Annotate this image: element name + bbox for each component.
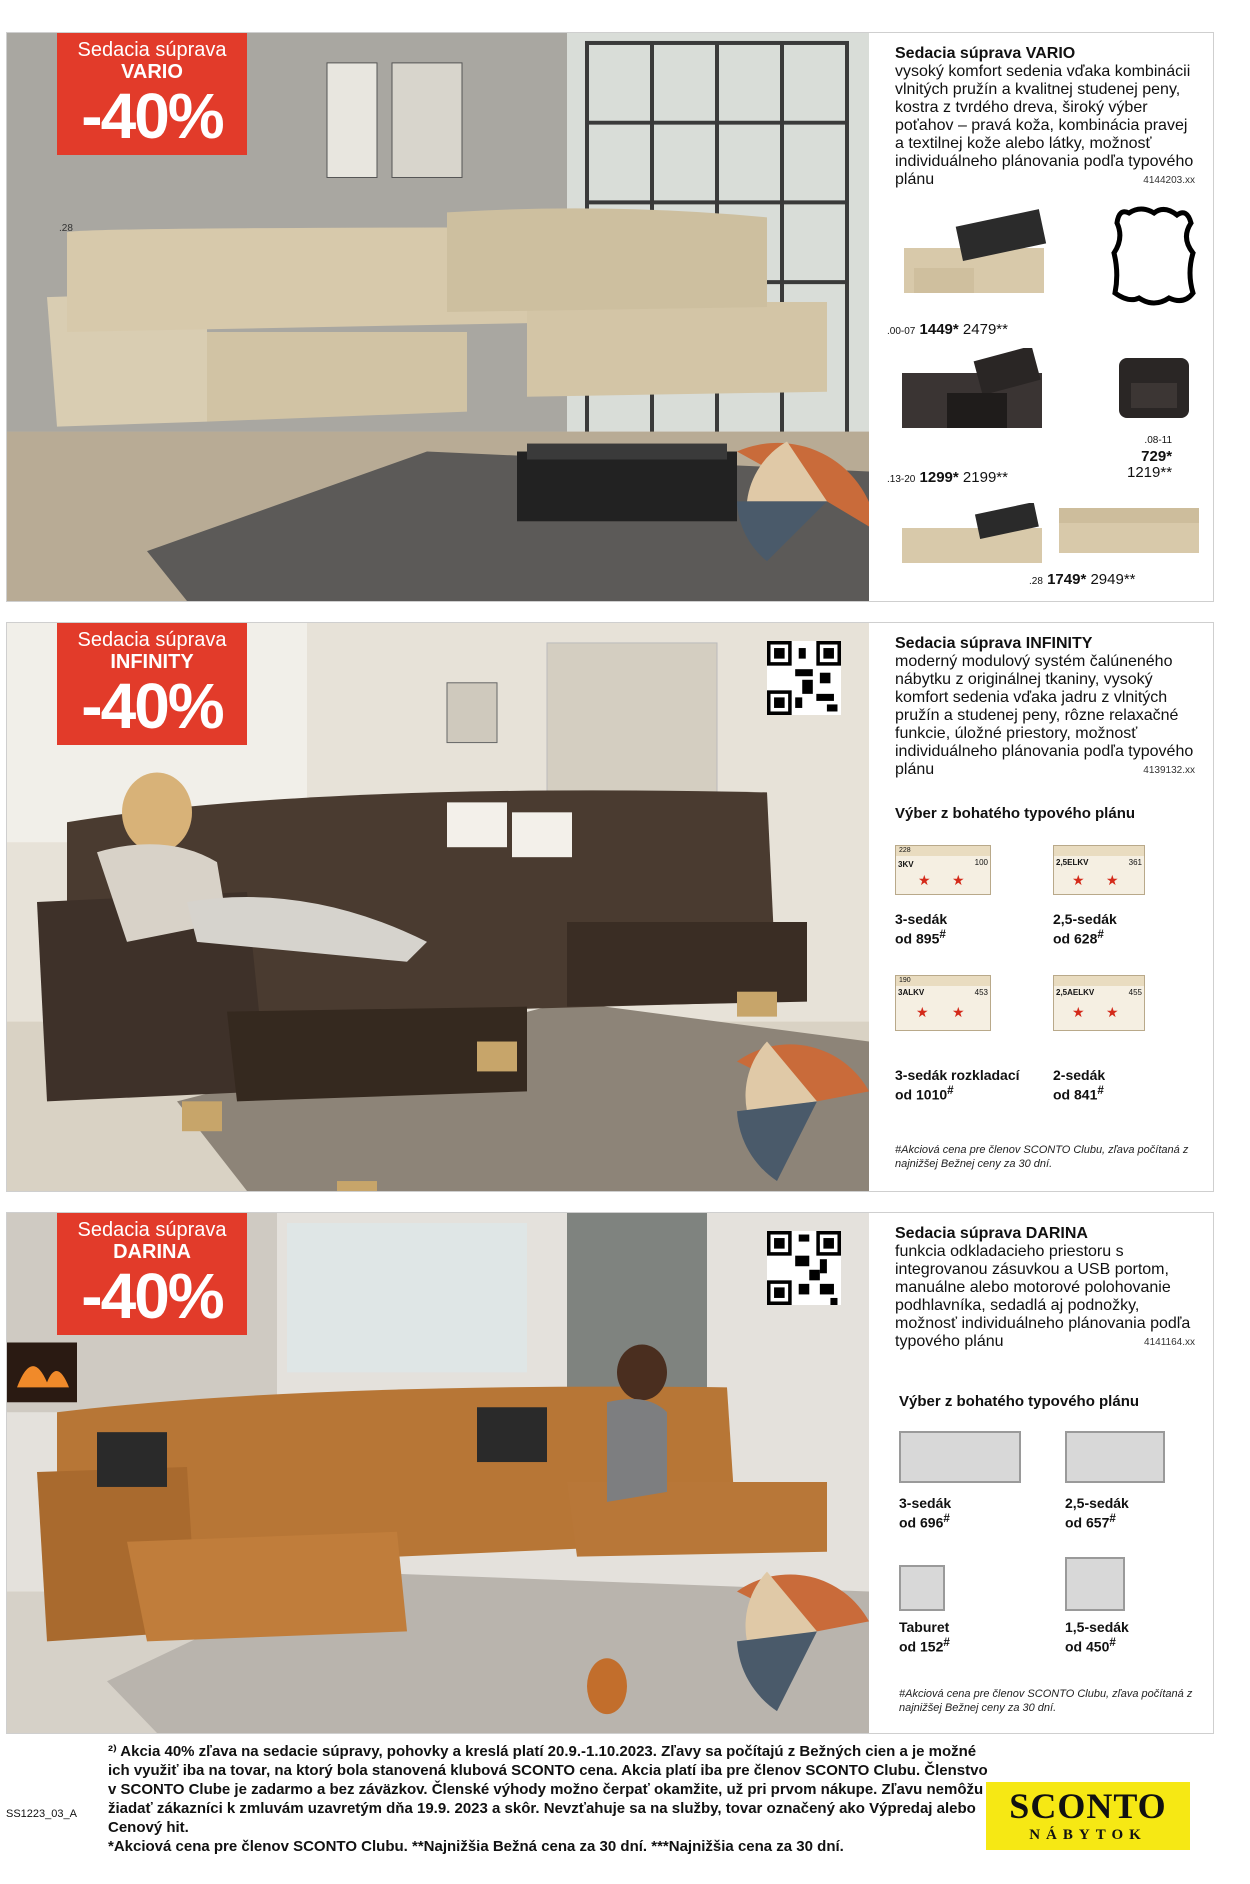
price-value: 729* bbox=[1141, 448, 1173, 465]
module-dims: 228 bbox=[899, 847, 911, 854]
badge-line2: VARIO bbox=[121, 61, 183, 83]
infinity-option-4 bbox=[1053, 1067, 1105, 1103]
sconto-logo[interactable] bbox=[986, 1782, 1190, 1850]
module-code: 3KV bbox=[898, 860, 914, 869]
page-code: SS1223_03_A bbox=[6, 1808, 77, 1820]
infinity-module-25aelkv bbox=[1053, 975, 1145, 1031]
option-mark: # bbox=[943, 1636, 950, 1649]
darina-option-1 bbox=[899, 1495, 951, 1531]
darina-option-3 bbox=[899, 1619, 950, 1655]
module-side: 453 bbox=[974, 988, 988, 997]
vario-discount-badge bbox=[57, 33, 247, 155]
option-price: od 841 bbox=[1053, 1086, 1098, 1103]
darina-module-taburet bbox=[899, 1565, 945, 1611]
darina-module-25-sedak bbox=[1065, 1431, 1165, 1483]
option-mark: # bbox=[943, 1512, 950, 1525]
module-dims: 190 bbox=[899, 977, 911, 984]
darina-footnote: #Akciová cena pre členov SCONTO Clubu, zľava počítaná z najnižšej Bežnej ceny za 30 dní. bbox=[899, 1688, 1193, 1714]
price-old: 2949** bbox=[1090, 571, 1136, 588]
badge-line2: INFINITY bbox=[110, 651, 194, 673]
price-value: 1449* bbox=[919, 321, 959, 338]
leather-icon bbox=[1109, 203, 1199, 313]
option-price: od 152 bbox=[899, 1638, 944, 1655]
infinity-panel bbox=[6, 622, 1214, 1192]
option-name: 3-sedák bbox=[899, 1495, 952, 1511]
logo-line1: SCONTO bbox=[1009, 1786, 1167, 1826]
vario-code: 4144203.xx bbox=[1143, 175, 1195, 186]
price-code: .28 bbox=[1029, 576, 1043, 587]
infinity-module-25elkv bbox=[1053, 845, 1145, 895]
option-mark: # bbox=[1097, 928, 1104, 941]
infinity-option-1 bbox=[895, 911, 947, 947]
star-icon: ★ bbox=[916, 1004, 929, 1020]
vario-title: Sedacia súprava VARIO bbox=[895, 45, 1076, 62]
darina-description: funkcia odkladacieho priestoru s integrovanou zásuvkou a USB portom, manuálne alebo motorové polohovanie podhlavníka, sedadlá aj podnožky, možnosť individuálneho plánovania podľa typového plánu bbox=[895, 1243, 1191, 1350]
price-old: 2479** bbox=[962, 321, 1008, 338]
option-mark: # bbox=[947, 1084, 954, 1097]
darina-module-3-sedak bbox=[899, 1431, 1021, 1483]
module-side: 455 bbox=[1128, 988, 1142, 997]
option-name: 2-sedák bbox=[1053, 1067, 1106, 1083]
module-code: 3ALKV bbox=[898, 988, 925, 997]
vario-armchair-image bbox=[1109, 348, 1199, 428]
star-icon: ★ bbox=[1072, 872, 1085, 888]
vario-dark-sofa-image bbox=[897, 348, 1047, 443]
module-code: 2,5AELKV bbox=[1056, 988, 1095, 997]
badge-line1: Sedacia súprava bbox=[77, 629, 227, 651]
module-side: 100 bbox=[974, 858, 988, 867]
vario-corner-sofa-image bbox=[897, 503, 1047, 573]
darina-code: 4141164.xx bbox=[1144, 1337, 1195, 1348]
vario-panel bbox=[6, 32, 1214, 602]
legal-text-prices: *Akciová cena pre členov SCONTO Clubu. **Najnižšia Bežná cena za 30 dní. ***Najnižšia cena za 30 dní. bbox=[108, 1838, 844, 1855]
price-old: 1219** bbox=[1127, 464, 1173, 481]
price-code: .08-11 bbox=[1144, 435, 1173, 446]
infinity-title: Sedacia súprava INFINITY bbox=[895, 635, 1093, 652]
infinity-discount-badge bbox=[57, 623, 247, 745]
star-icon: ★ bbox=[952, 1004, 965, 1020]
option-price: od 450 bbox=[1065, 1638, 1110, 1655]
badge-line1: Sedacia súprava bbox=[77, 1219, 227, 1241]
option-mark: # bbox=[1109, 1636, 1116, 1649]
infinity-plan-heading: Výber z bohatého typového plánu bbox=[895, 805, 1136, 822]
price-value: 1749* bbox=[1047, 571, 1087, 588]
option-name: Taburet bbox=[899, 1619, 950, 1635]
legal-footnote bbox=[108, 1742, 988, 1856]
option-price: od 628 bbox=[1053, 930, 1098, 947]
darina-option-4 bbox=[1065, 1619, 1129, 1655]
option-name: 2,5-sedák bbox=[1065, 1495, 1129, 1511]
infinity-module-3kv bbox=[895, 845, 991, 895]
option-price: od 657 bbox=[1065, 1514, 1110, 1531]
option-mark: # bbox=[939, 928, 946, 941]
infinity-footnote: #Akciová cena pre členov SCONTO Clubu, zľava počítaná z najnižšej Bežnej ceny za 30 dní. bbox=[895, 1144, 1189, 1170]
option-name: 3-sedák rozkladací bbox=[895, 1067, 1020, 1083]
badge-discount: -40% bbox=[81, 670, 223, 742]
option-name: 1,5-sedák bbox=[1065, 1619, 1129, 1635]
option-price: od 1010 bbox=[895, 1086, 948, 1103]
option-price: od 895 bbox=[895, 930, 940, 947]
option-price: od 696 bbox=[899, 1514, 944, 1531]
option-name: 3-sedák bbox=[895, 911, 948, 927]
infinity-option-3 bbox=[895, 1067, 1020, 1103]
vario-description: vysoký komfort sedenia vďaka kombinácii vlnitých pružín a kvalitnej studenej peny, kostra z tvrdého dreva, široký výber poťahov – pravá koža, kombinácia pravej a textilnej kože alebo látky, možnosť individuálneho plánovania podľa typového plánu bbox=[895, 63, 1194, 188]
star-icon: ★ bbox=[952, 872, 965, 888]
price-code: .13-20 bbox=[887, 474, 916, 485]
star-icon: ★ bbox=[1106, 872, 1119, 888]
infinity-qr-code[interactable] bbox=[767, 641, 841, 715]
price-old: 2199** bbox=[962, 469, 1008, 486]
vario-price-row-4 bbox=[1029, 571, 1136, 588]
infinity-info bbox=[869, 623, 1214, 1191]
star-icon: ★ bbox=[1072, 1004, 1085, 1020]
badge-discount: -40% bbox=[81, 80, 223, 152]
vario-info bbox=[869, 33, 1214, 601]
vario-sofa-bed-image bbox=[899, 208, 1049, 303]
vario-price-row-1 bbox=[887, 321, 1008, 338]
infinity-option-2 bbox=[1053, 911, 1117, 947]
darina-panel bbox=[6, 1212, 1214, 1734]
logo-line2: NÁBYTOK bbox=[1029, 1827, 1147, 1843]
vario-side-code: .28 bbox=[59, 223, 73, 234]
vario-u-sofa-image bbox=[1054, 503, 1204, 563]
darina-discount-badge bbox=[57, 1213, 247, 1335]
price-code: .00-07 bbox=[887, 326, 916, 337]
infinity-module-3alkv bbox=[895, 975, 991, 1031]
price-value: 1299* bbox=[919, 469, 959, 486]
darina-qr-code[interactable] bbox=[767, 1231, 841, 1305]
star-icon: ★ bbox=[1106, 1004, 1119, 1020]
darina-option-2 bbox=[1065, 1495, 1129, 1531]
option-name: 2,5-sedák bbox=[1053, 911, 1117, 927]
module-code: 2,5ELKV bbox=[1056, 858, 1089, 867]
star-icon: ★ bbox=[918, 872, 931, 888]
darina-title: Sedacia súprava DARINA bbox=[895, 1225, 1088, 1242]
vario-price-row-3 bbox=[887, 469, 1008, 486]
module-side: 361 bbox=[1128, 858, 1142, 867]
legal-text: ²⁾ Akcia 40% zľava na sedacie súpravy, pohovky a kreslá platí 20.9.-1.10.2023. Zľavy sa počítajú z Bežných cien a je možné ich využiť iba na tovar, na ktorý bola stanovená klubová SCONTO cena. Akcia platí iba pre členov SCONTO Clubu. Členstvo v SCONTO Clube je zadarmo a bez záväzkov. Členské výhody možno čerpať okamžite, už pri prvom nákupe. Zľavu nemôžu žiadať zákazníci k zmluvám uzavretým dňa 19.9. 2023 a skôr. Nevzťahuje sa na služby, tovar označený ako Výpredaj alebo Cenový hit. bbox=[108, 1743, 988, 1836]
infinity-code: 4139132.xx bbox=[1143, 765, 1195, 776]
option-mark: # bbox=[1097, 1084, 1104, 1097]
badge-discount: -40% bbox=[81, 1260, 223, 1332]
darina-plan-heading: Výber z bohatého typového plánu bbox=[899, 1393, 1140, 1410]
vario-price-row-2 bbox=[1127, 433, 1172, 481]
darina-info bbox=[869, 1213, 1214, 1733]
darina-module-15-sedak bbox=[1065, 1557, 1125, 1611]
badge-line2: DARINA bbox=[113, 1241, 191, 1263]
option-mark: # bbox=[1109, 1512, 1116, 1525]
badge-line1: Sedacia súprava bbox=[77, 39, 227, 61]
infinity-description: moderný modulový systém čalúneného nábytku z originálnej tkaniny, vysoký komfort sedenia vďaka jadru z vlnitých pružín a studenej peny, rôzne relaxačné funkcie, úložné priestory, možnosť individuálneho plánovania podľa typového plánu bbox=[895, 653, 1194, 778]
